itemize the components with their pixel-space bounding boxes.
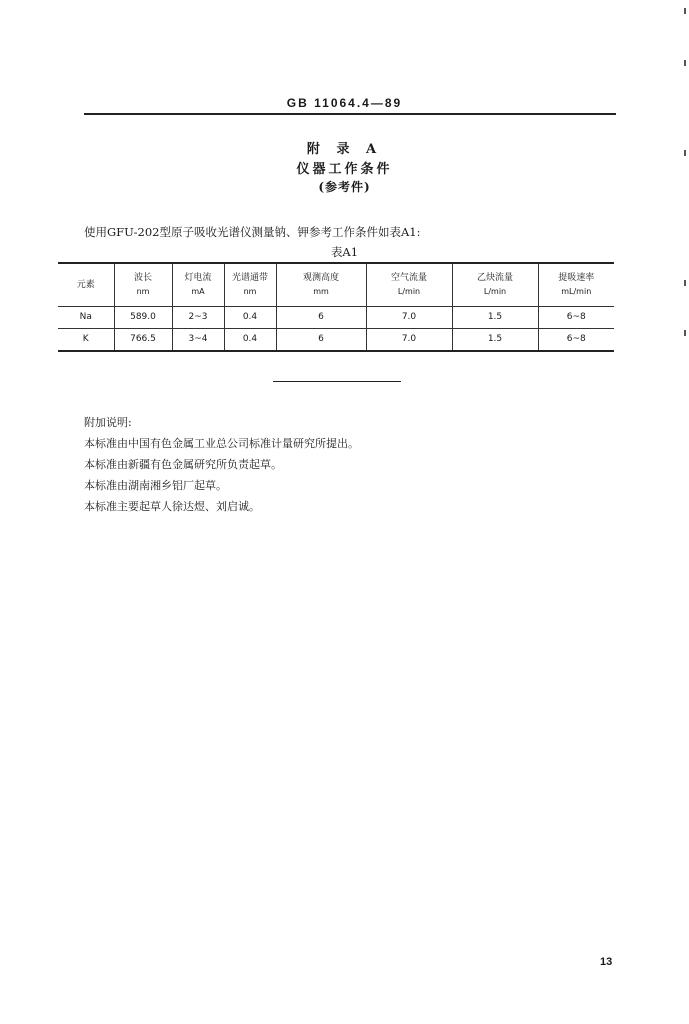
table-caption: 表A1 (330, 245, 359, 259)
table-cell: 7.0 (366, 329, 452, 352)
column-header (114, 263, 172, 307)
column-unit: mm (313, 287, 329, 296)
column-header (172, 263, 224, 307)
column-name: 观测高度 (302, 273, 339, 283)
column-name: 灯电流 (184, 273, 212, 283)
page-number: 13 (600, 956, 613, 968)
table-row (58, 307, 614, 329)
column-name: 空气流量 (390, 273, 427, 283)
column-unit: mL/min (561, 287, 592, 296)
table-row (58, 329, 614, 352)
note-line: 本标准主要起草人徐达煜、刘启诚。 (84, 500, 260, 513)
table-header-row (58, 263, 614, 307)
column-name: 波长 (133, 273, 152, 283)
column-header (224, 263, 276, 307)
table-cell: 6~8 (538, 307, 614, 329)
table-cell: 589.0 (114, 307, 172, 329)
table-cell: 6 (276, 307, 366, 329)
table-cell: K (58, 329, 114, 352)
table-cell: 0.4 (224, 329, 276, 352)
header-rule (84, 113, 616, 115)
standard-number-header: GB 11064.4—89 (286, 96, 403, 110)
table-cell: 0.4 (224, 307, 276, 329)
column-header (276, 263, 366, 307)
scan-edge-mark (684, 150, 686, 156)
note-line: 本标准由新疆有色金属研究所负责起草。 (84, 458, 282, 471)
column-unit: L/min (397, 287, 421, 296)
table-cell: 6~8 (538, 329, 614, 352)
intro-text: 使用GFU-202型原子吸收光谱仪测量钠、钾参考工作条件如表A1: (84, 225, 421, 239)
table-cell: 6 (276, 329, 366, 352)
table-cell: 3~4 (172, 329, 224, 352)
column-unit: mA (191, 287, 205, 296)
column-header (452, 263, 538, 307)
table-cell: 1.5 (452, 329, 538, 352)
note-line: 本标准由湖南湘乡铝厂起草。 (84, 479, 227, 492)
appendix-label: 附 录 A (306, 142, 383, 157)
column-header (58, 263, 114, 307)
column-unit: nm (136, 287, 150, 296)
conditions-table (58, 262, 614, 352)
scan-edge-mark (684, 8, 686, 14)
table-cell: Na (58, 307, 114, 329)
appendix-title: 仪器工作条件 (296, 162, 393, 177)
table-cell: 2~3 (172, 307, 224, 329)
column-unit: nm (243, 287, 257, 296)
scan-edge-mark (684, 280, 686, 286)
scan-edge-mark (684, 330, 686, 336)
table-cell: 766.5 (114, 329, 172, 352)
additional-notes (84, 412, 359, 517)
column-name: 乙炔流量 (476, 273, 513, 283)
table-cell: 1.5 (452, 307, 538, 329)
column-header (538, 263, 614, 307)
column-header (366, 263, 452, 307)
scan-edge-mark (684, 60, 686, 66)
column-name: 提吸速率 (558, 273, 595, 283)
section-divider (273, 381, 401, 382)
note-line: 本标准由中国有色金属工业总公司标准计量研究所提出。 (84, 437, 359, 450)
appendix-note: (参考件) (318, 180, 371, 194)
column-unit: L/min (483, 287, 507, 296)
table-cell: 7.0 (366, 307, 452, 329)
column-name: 光谱通带 (231, 273, 268, 283)
column-name: 元素 (76, 279, 95, 290)
notes-heading: 附加说明: (84, 416, 132, 429)
